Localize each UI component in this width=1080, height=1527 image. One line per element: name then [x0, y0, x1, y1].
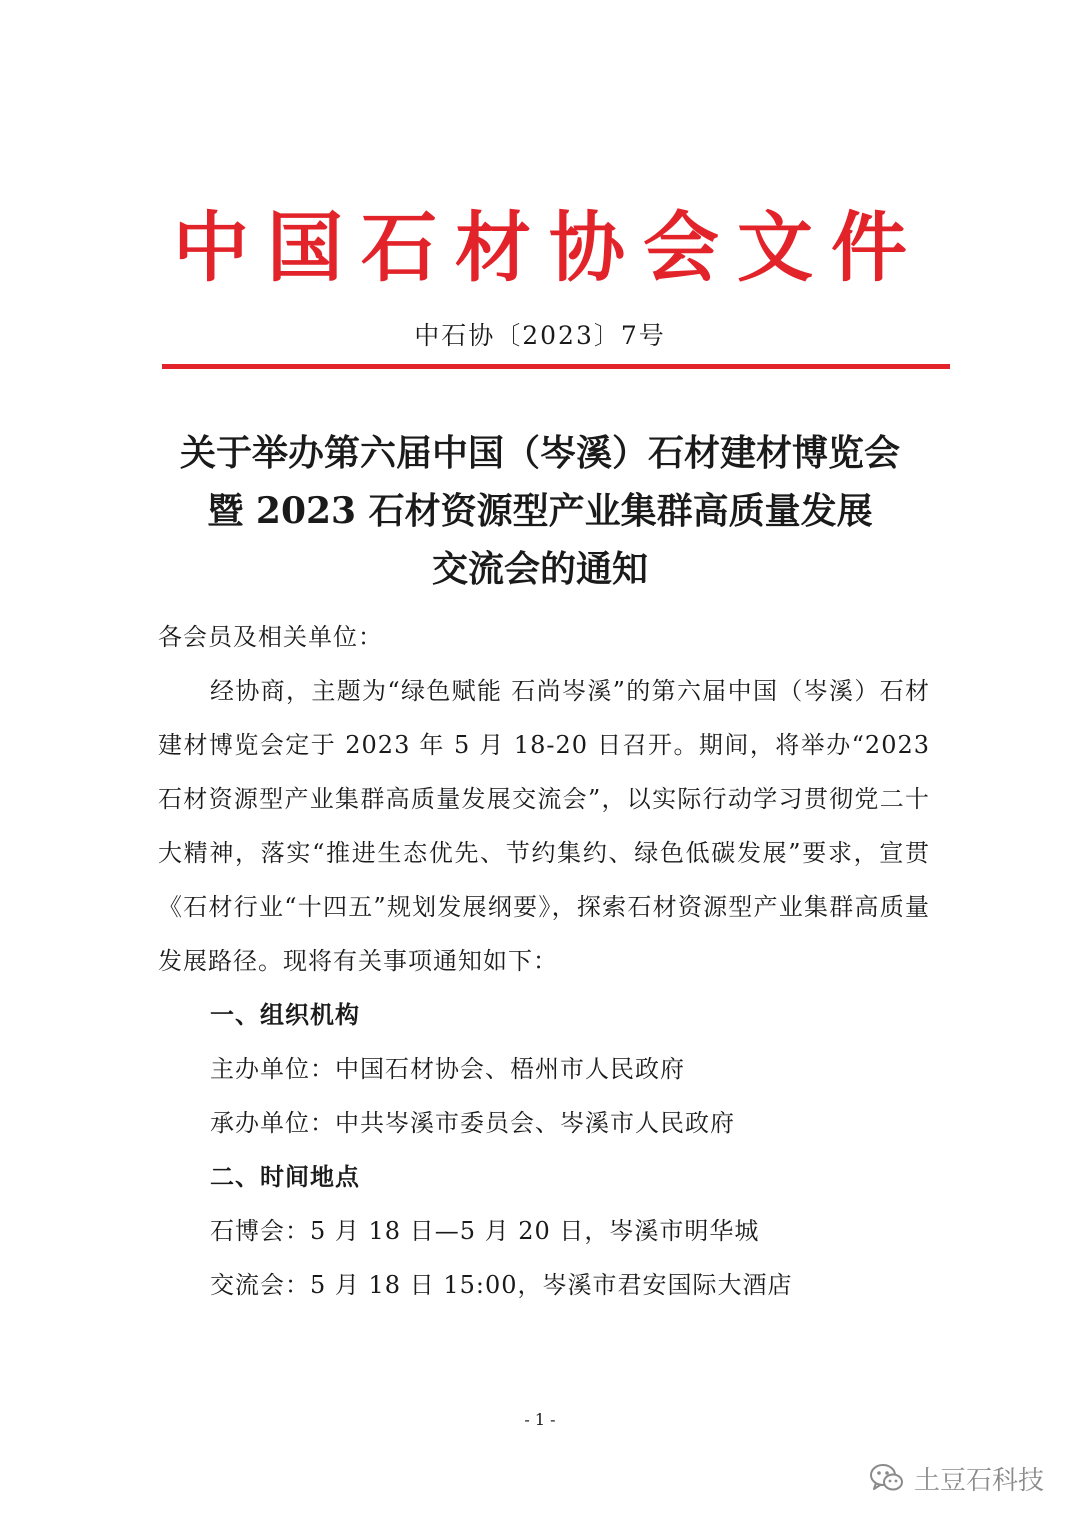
- notice-title: [140, 424, 940, 598]
- document-number: 中石协〔2023〕7号: [414, 321, 666, 350]
- document-body: [158, 610, 930, 1312]
- wechat-icon: [870, 1463, 904, 1493]
- expo-schedule: 石博会：5 月 18 日—5 月 20 日，岑溪市明华城: [210, 1217, 760, 1245]
- section-heading-organization: 一、组织机构: [210, 1001, 360, 1029]
- section-heading-time-place: 二、时间地点: [210, 1163, 360, 1191]
- red-divider: [162, 364, 950, 369]
- page-number: - 1 -: [524, 1410, 556, 1429]
- title-line-3: 交流会的通知: [431, 548, 648, 590]
- masthead-title: 中国石材协会文件: [173, 203, 925, 292]
- title-line-1: 关于举办第六届中国（岑溪）石材建材博览会: [179, 432, 900, 474]
- organizer-unit: 承办单位：中共岑溪市委员会、岑溪市人民政府: [210, 1109, 735, 1137]
- host-unit: 主办单位：中国石材协会、梧州市人民政府: [210, 1055, 685, 1083]
- watermark: [870, 1456, 1044, 1500]
- watermark-text: 土豆石科技: [913, 1465, 1044, 1496]
- title-line-2: 暨 2023 石材资源型产业集群高质量发展: [207, 490, 873, 532]
- salutation: 各会员及相关单位：: [158, 623, 383, 651]
- forum-schedule: 交流会：5 月 18 日 15:00，岑溪市君安国际大酒店: [210, 1271, 793, 1299]
- intro-paragraph: 经协商，主题为“绿色赋能 石尚岑溪”的第六届中国（岑溪）石材建材博览会定于 2023 年 5 月 18-20 日召开。期间，将举办“2023 石材资源型产业集群高质量发展交流会”，以实际行动学习贯彻党二十大精神，落实“推进生态优先、节约集约、绿色低碳发展”要求，宣贯《石材行业“十四五”规划发展纲要》，探索石材资源型产业集群高质量发展路径。现将有关事项通知如下：: [158, 677, 930, 975]
